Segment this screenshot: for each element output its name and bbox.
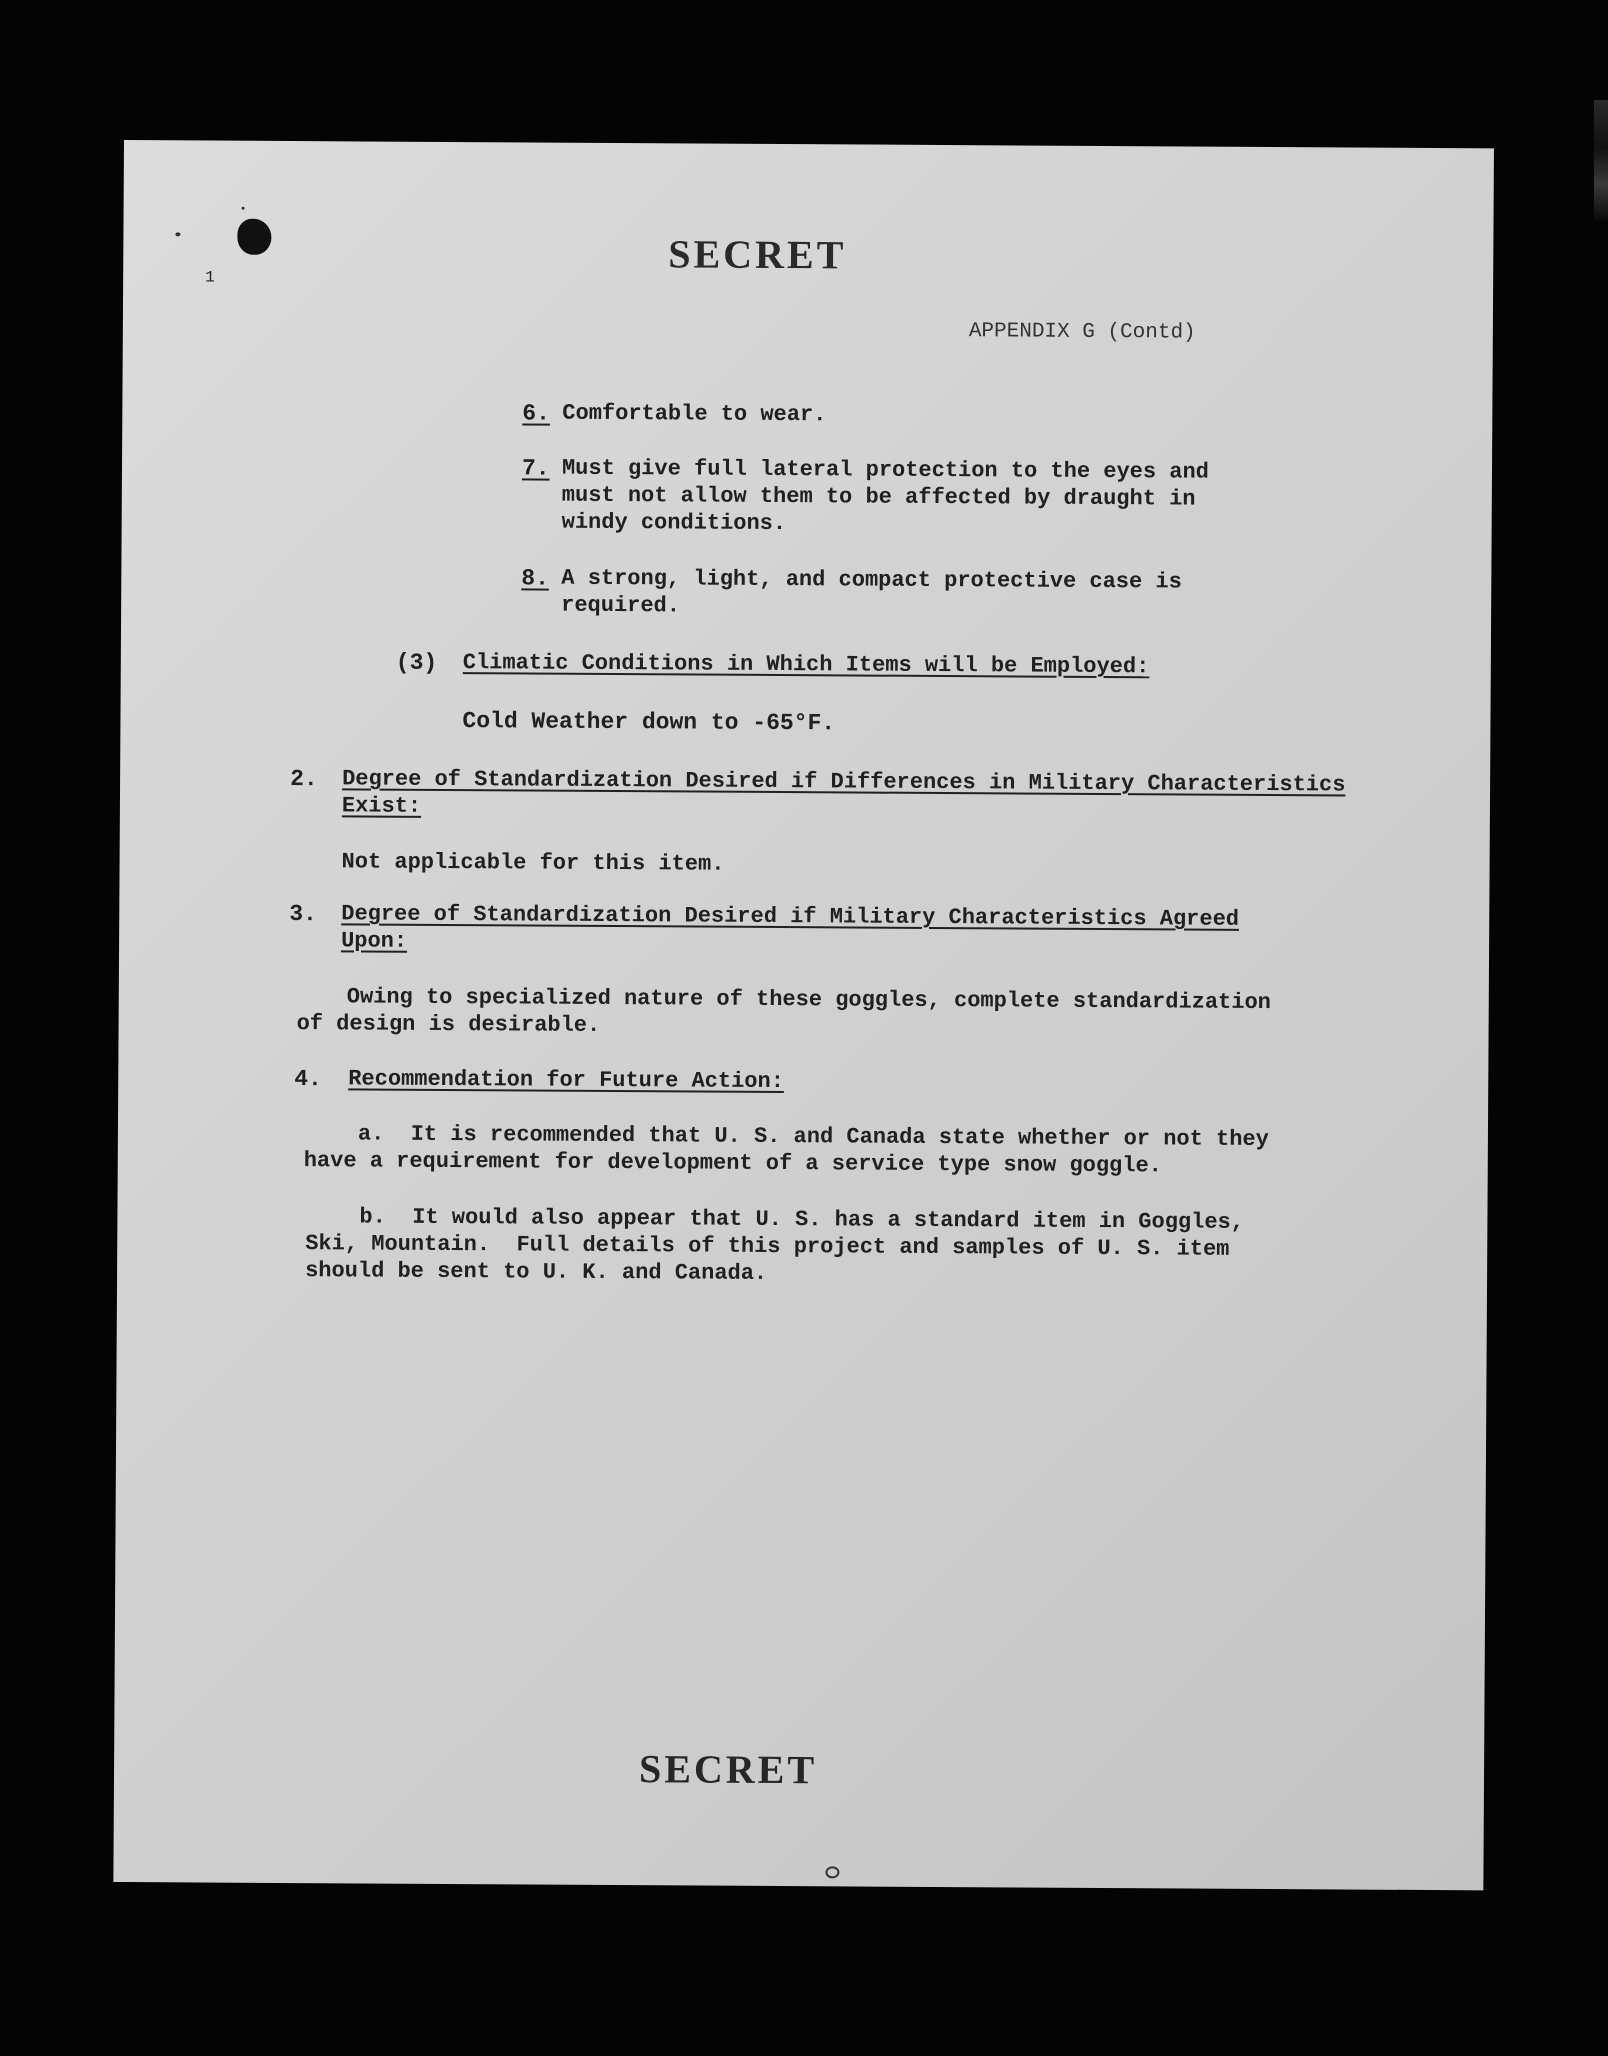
item-8-number: 8.: [521, 565, 550, 592]
item-6-text: Comfortable to wear.: [562, 400, 827, 428]
section-3-number: 3.: [289, 901, 317, 928]
section-3-body-line-1: Owing to specialized nature of these goggles, complete standardization: [346, 984, 1271, 1016]
section-2-heading-line-2: Exist:: [341, 793, 422, 819]
section-4-heading: Recommendation for Future Action:: [348, 1066, 785, 1095]
section-3-heading-line-1: Degree of Standardization Desired if Military Characteristics Agreed: [341, 901, 1240, 932]
item-7-line-1: Must give full lateral protection to the eyes and: [561, 455, 1209, 485]
item-8-line-2: required.: [561, 592, 681, 619]
film-edge: [1594, 100, 1608, 220]
item-7-number: 7.: [521, 455, 550, 482]
section-3-body-line-2: of design is desirable.: [296, 1011, 601, 1038]
punch-hole: [237, 219, 271, 255]
section-4-para-a-line-1: a. It is recommended that U. S. and Canada state whether or not they: [357, 1121, 1269, 1153]
item-7-line-3: windy conditions.: [561, 509, 787, 537]
climatic-heading: Climatic Conditions in Which Items will be Employed:: [462, 650, 1150, 680]
section-4-para-b-line-1: b. It would also appear that U. S. has a standard item in Goggles,: [359, 1204, 1245, 1235]
classification-bottom: SECRET: [638, 1746, 818, 1793]
section-4-para-b-line-3: should be sent to U. K. and Canada.: [305, 1258, 768, 1286]
item-6-number: 6.: [522, 400, 551, 427]
document-page: [113, 140, 1494, 1890]
section-4-para-a-line-2: have a requirement for development of a service type snow goggle.: [303, 1148, 1162, 1179]
item-7-line-2: must not allow them to be affected by draught in: [561, 482, 1196, 512]
item-8-line-1: A strong, light, and compact protective case is: [561, 565, 1182, 595]
appendix-label: APPENDIX G (Contd): [968, 320, 1196, 345]
page-mark: [825, 1866, 839, 1878]
section-3-heading-line-2: Upon:: [341, 928, 408, 954]
section-4-number: 4.: [294, 1066, 322, 1093]
classification-top: SECRET: [668, 231, 847, 278]
section-4-para-b-line-2: Ski, Mountain. Full details of this project and samples of U. S. item: [305, 1231, 1230, 1262]
climatic-number: (3): [395, 649, 438, 676]
section-2-heading-line-1: Degree of Standardization Desired if Differences in Military Characteristics: [342, 766, 1346, 798]
climatic-body: Cold Weather down to -65°F.: [462, 708, 836, 737]
speck: [175, 232, 180, 236]
speck: [242, 207, 245, 210]
margin-mark: 1: [205, 268, 215, 287]
section-2-body: Not applicable for this item.: [341, 849, 725, 877]
section-2-number: 2.: [290, 766, 318, 793]
